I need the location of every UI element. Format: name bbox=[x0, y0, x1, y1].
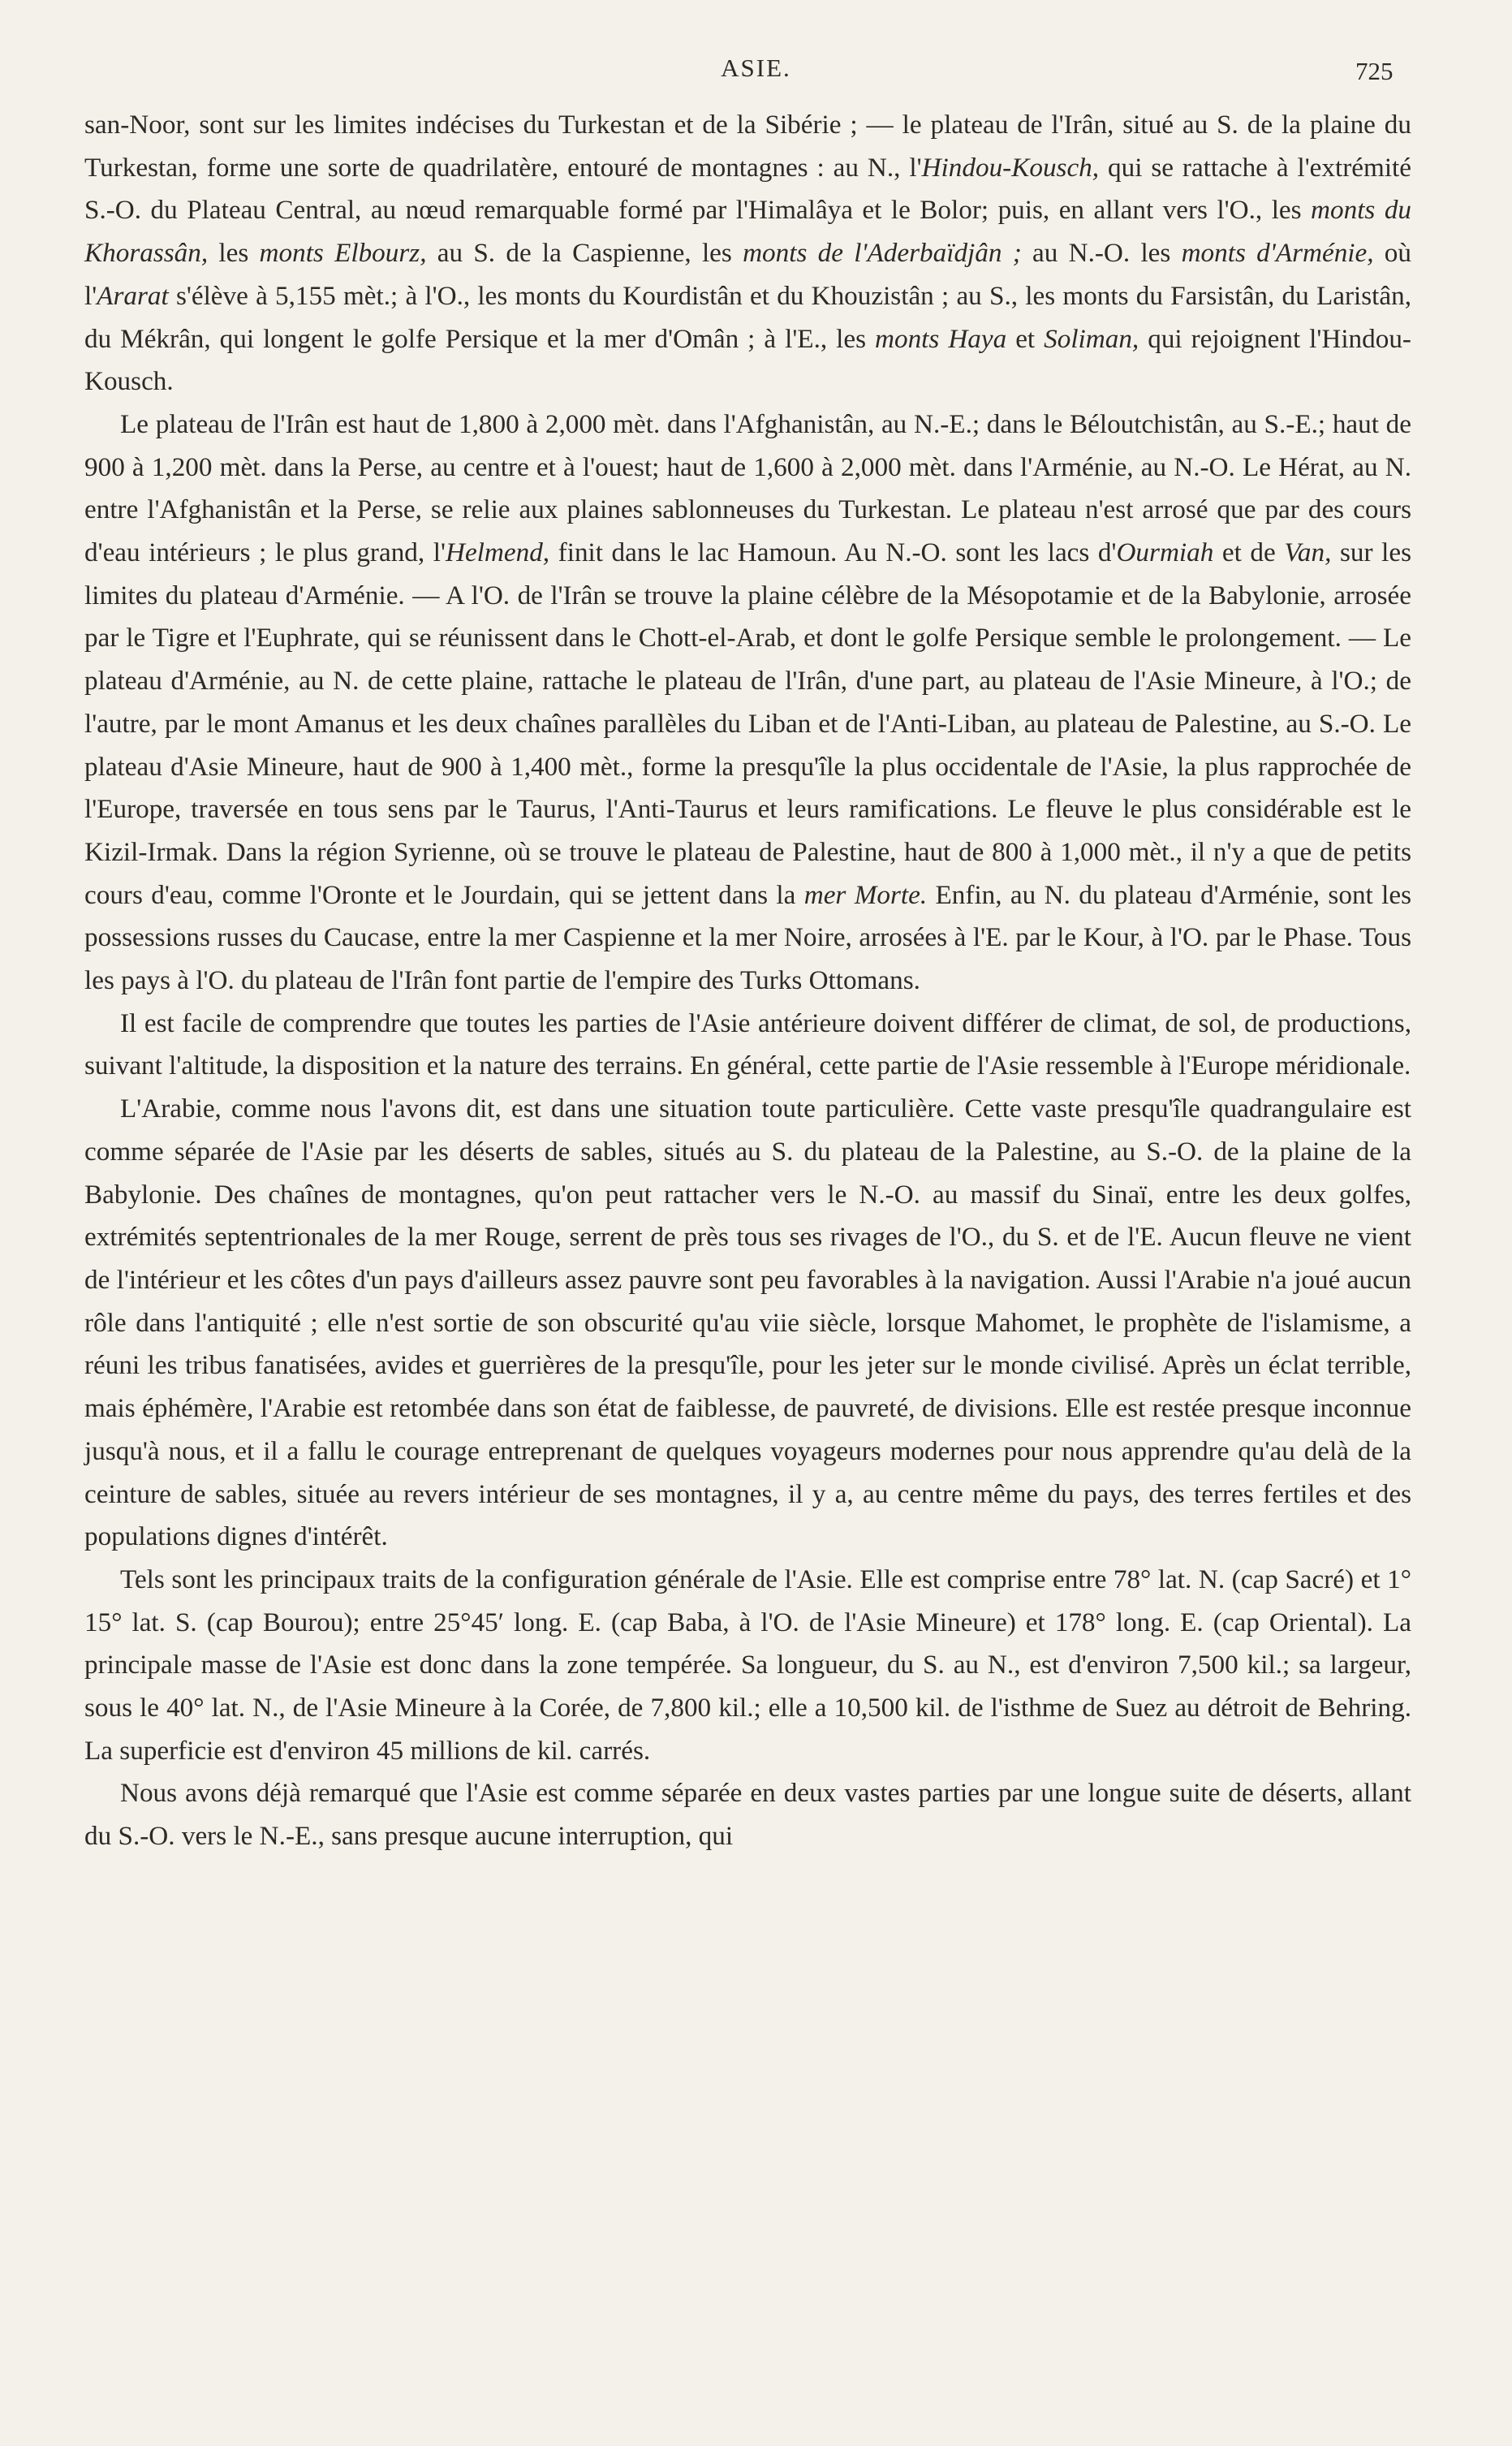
paragraph bbox=[84, 104, 1411, 403]
italic-text-segment: Helmend, bbox=[445, 537, 550, 568]
text-segment: et de bbox=[1213, 537, 1285, 568]
italic-text-segment: monts Elbourz, bbox=[259, 238, 427, 269]
italic-text-segment: Hindou-Kousch, bbox=[921, 152, 1100, 183]
body-text bbox=[84, 104, 1411, 1858]
text-segment: et bbox=[1006, 323, 1045, 354]
paragraph bbox=[84, 1088, 1411, 1559]
italic-text-segment: monts d'Arménie, bbox=[1181, 238, 1374, 269]
text-segment: san-Noor, sont sur les limites indécises du Turkestan et de la Sibérie ; — le plateau de l'Irân, situé au S. de la plaine du Turkestan, forme une sorte de quadrilatère, entouré de montagnes : au N., l' bbox=[84, 110, 1411, 183]
italic-text-segment: Soliman, bbox=[1044, 323, 1139, 354]
text-segment: au N.-O. les bbox=[1021, 238, 1182, 269]
text-segment: les bbox=[208, 238, 260, 269]
italic-text-segment: monts du Khorassân, bbox=[84, 195, 1412, 269]
paragraph bbox=[84, 1772, 1411, 1857]
running-header: ASIE. bbox=[721, 54, 791, 82]
italic-text-segment: monts Haya bbox=[875, 323, 1007, 354]
text-segment: qui se rattache à l'extrémité S.-O. du Plateau Central, au nœud remarquable formé par l'Himalâya et le Bolor; puis, en allant vers l'O., les bbox=[84, 152, 1411, 226]
text-segment: L'Arabie, comme nous l'avons dit, est dans une situation toute particulière. Cette vaste presqu'île quadrangulaire est comme séparée de l'Asie par les déserts de sables, situés au S. du plateau de la Palestine, au S.-O. de la plaine de la Babylonie. Des chaînes de montagnes, qu'on peut rattacher vers le N.-O. au massif du Sinaï, entre les deux golfes, extrémités septentrionales de la mer Rouge, serrent de près tous ses rivages de l'O., du S. et de l'E. Aucun fleuve ne vient de l'intérieur et les côtes d'un pays d'ailleurs assez pauvre sont peu favorables à la navigation. Aussi l'Arabie n'a joué aucun rôle dans l'antiquité ; elle n'est sortie de son obscurité qu'au viie siècle, lorsque Mahomet, le prophète de l'islamisme, a réuni les tribus fanatisées, avides et guerrières de la presqu'île, pour les jeter sur le monde civilisé. Après un éclat terrible, mais éphémère, l'Arabie est retombée dans son état de faiblesse, de pauvreté, de divisions. Elle est restée presque inconnue jusqu'à nous, et il a fallu le courage entreprenant de quelques voyageurs modernes pour nous apprendre qu'au delà de la ceinture de sables, située au revers intérieur de ses montagnes, il y a, au centre même du pays, des terres fertiles et des populations dignes d'intérêt. bbox=[84, 1094, 1411, 1552]
italic-text-segment: Ararat bbox=[97, 280, 169, 311]
paragraph bbox=[84, 403, 1411, 1003]
text-segment: au S. de la Caspienne, les bbox=[426, 238, 743, 269]
text-segment: sur les limites du plateau d'Arménie. — A l'O. de l'Irân se trouve la plaine célèbre de la Mésopotamie et de la Babylonie, arrosée par le Tigre et l'Euphrate, qui se réunissent dans le Chott-el-Arab, et dont le golfe Persique semble le prolongement. — Le plateau d'Arménie, au N. de cette plaine, rattache le plateau de l'Irân, d'une part, au plateau de l'Asie Mineure, à l'O.; de l'autre, par le mont Amanus et les deux chaînes parallèles du Liban et de l'Anti-Liban, au plateau de Palestine, au S.-O. Le plateau d'Asie Mineure, haut de 900 à 1,400 mèt., forme la presqu'île la plus occidentale de l'Asie, la plus rapprochée de l'Europe, traversée en tous sens par le Taurus, l'Anti-Taurus et leurs ramifications. Le fleuve le plus considérable est le Kizil-Irmak. Dans la région Syrienne, où se trouve le plateau de Palestine, haut de 800 à 1,000 mèt., il n'y a que de petits cours d'eau, comme l'Oronte et le Jourdain, qui se jettent dans la bbox=[84, 537, 1412, 910]
italic-text-segment: Ourmiah bbox=[1116, 537, 1214, 568]
paragraph bbox=[84, 1559, 1411, 1773]
italic-text-segment: monts de l'Aderbaïdjân ; bbox=[743, 238, 1022, 269]
text-segment: s'élève à 5,155 mèt.; à l'O., les monts du Kourdistân et du Khouzistân ; au S., les monts du Farsistân, du Laristân, du Mékrân, qui longent le golfe Persique et la mer d'Omân ; à l'E., les bbox=[84, 280, 1411, 354]
page-number: 725 bbox=[1355, 57, 1394, 85]
text-segment: où l' bbox=[84, 238, 1411, 311]
text-segment: Le plateau de l'Irân est haut de 1,800 à 2,000 mèt. dans l'Afghanistân, au N.-E.; dans le Béloutchistân, au S.-E.; haut de 900 à 1,200 mèt. dans la Perse, au centre et à l'ouest; haut de 1,600 à 2,000 mèt. dans l'Arménie, au N.-O. Le Hérat, au N. entre l'Afghanistân et la Perse, se relie aux plaines sablonneuses du Turkestan. Le plateau n'est arrosé que par des cours d'eau intérieurs ; le plus grand, l' bbox=[84, 408, 1411, 568]
text-segment: Il est facile de comprendre que toutes les parties de l'Asie antérieure doivent différer de climat, de sol, de productions, suivant l'altitude, la disposition et la nature des terrains. En général, cette partie de l'Asie ressemble à l'Europe méridionale. bbox=[84, 1007, 1411, 1081]
text-segment: qui rejoignent l'Hindou-Kousch. bbox=[84, 323, 1411, 397]
italic-text-segment: mer Morte. bbox=[803, 879, 928, 910]
paragraph bbox=[84, 1003, 1411, 1088]
text-segment: Enfin, au N. du plateau d'Arménie, sont les possessions russes du Caucase, entre la mer Caspienne et la mer Noire, arrosées à l'E. par le Kour, à l'O. par le Phase. Tous les pays à l'O. du plateau de l'Irân font partie de l'empire des Turks Ottomans. bbox=[84, 879, 1412, 996]
text-segment: Nous avons déjà remarqué que l'Asie est comme séparée en deux vastes parties par une longue suite de déserts, allant du S.-O. vers le N.-E., sans presque aucune interruption, qui bbox=[84, 1778, 1411, 1852]
text-segment: Tels sont les principaux traits de la configuration générale de l'Asie. Elle est comprise entre 78° lat. N. (cap Sacré) et 1° 15° lat. S. (cap Bourou); entre 25°45′ long. E. (cap Baba, à l'O. de l'Asie Mineure) et 178° long. E. (cap Oriental). La principale masse de l'Asie est donc dans la zone tempérée. Sa longueur, du S. au N., est d'environ 7,500 kil.; sa largeur, sous le 40° lat. N., de l'Asie Mineure à la Corée, de 7,800 kil.; elle a 10,500 kil. de l'isthme de Suez au détroit de Behring. La superficie est d'environ 45 millions de kil. carrés. bbox=[84, 1564, 1411, 1766]
text-segment: finit dans le lac Hamoun. Au N.-O. sont les lacs d' bbox=[549, 537, 1117, 568]
italic-text-segment: Van, bbox=[1284, 537, 1332, 568]
